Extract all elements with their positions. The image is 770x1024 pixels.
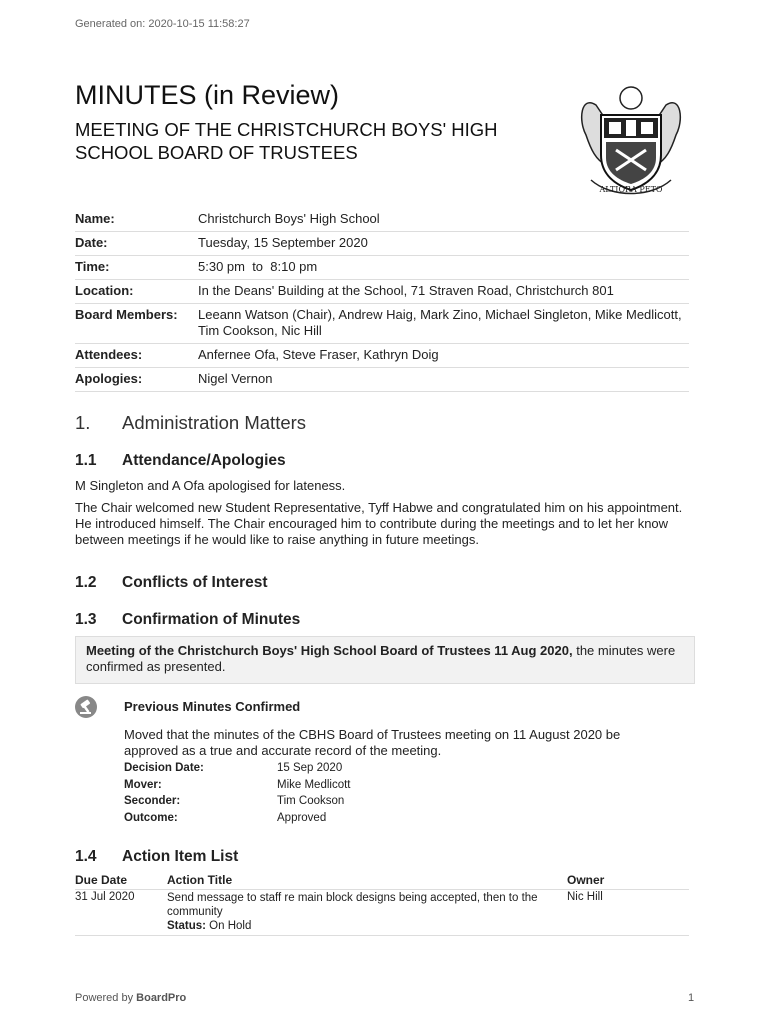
meta-row-attendees: Attendees: Anfernee Ofa, Steve Fraser, Kathryn Doig <box>75 344 689 368</box>
subsection-heading-attendance: 1.1 Attendance/Apologies <box>75 452 286 469</box>
school-crest-logo <box>576 80 686 198</box>
decision-details <box>124 762 351 828</box>
meta-row-board-members: Board Members: Leeann Watson (Chair), Andrew Haig, Mark Zino, Michael Singleton, Mike Medlicott, Tim Cookson, Nic Hill <box>75 304 689 344</box>
meeting-details-table <box>75 208 689 392</box>
action-items-header: Due Date Action Title Owner <box>75 873 689 890</box>
minutes-confirmed-box: Meeting of the Christchurch Boys' High School Board of Trustees 11 Aug 2020, the minutes were confirmed as presented. <box>75 636 695 684</box>
attendance-paragraph-2: The Chair welcomed new Student Representative, Tyff Habwe and congratulated him on his appointment. He introduced himself. The Chair encouraged him to contribute during the meetings and to let her know between meetings if he would like to raise anything in future meetings. <box>75 500 683 547</box>
decision-row-date: Decision Date: 15 Sep 2020 <box>124 762 343 774</box>
meta-row-apologies: Apologies: Nigel Vernon <box>75 368 689 392</box>
page-subtitle: MEETING OF THE CHRISTCHURCH BOYS' HIGH SCHOOL BOARD OF TRUSTEES <box>75 119 498 163</box>
decision-row-mover: Mover: Mike Medlicott <box>124 778 351 791</box>
footer-powered-by: Powered by BoardPro <box>75 992 187 1004</box>
attendance-paragraph-1: M Singleton and A Ofa apologised for lateness. <box>75 478 346 493</box>
meta-row-time: Time: 5:30 pm to 8:10 pm <box>75 256 689 280</box>
decision-row-outcome: Outcome: Approved <box>124 811 327 824</box>
decision-text: Moved that the minutes of the CBHS Board of Trustees meeting on 11 August 2020 be approved as a true and accurate record of the meeting. <box>124 727 621 758</box>
table-row: 31 Jul 2020 Send message to staff re main block designs being accepted, then to the community Status: On Hold Nic Hill <box>75 891 689 936</box>
generated-timestamp: Generated on: 2020-10-15 11:58:27 <box>75 18 250 30</box>
subsection-heading-action-items: 1.4 Action Item List <box>75 848 239 865</box>
page-title: MINUTES (in Review) <box>75 80 340 110</box>
svg-text:ALTIORA PETO: ALTIORA PETO <box>599 185 663 194</box>
subsection-heading-confirmation: 1.3 Confirmation of Minutes <box>75 611 301 628</box>
section-heading-administration: 1. Administration Matters <box>75 412 307 433</box>
page-number: 1 <box>688 992 695 1004</box>
gavel-icon <box>75 696 97 718</box>
decision-title: Previous Minutes Confirmed <box>124 699 301 714</box>
meta-row-location: Location: In the Deans' Building at the School, 71 Straven Road, Christchurch 801 <box>75 280 689 304</box>
meta-row-name: Name: Christchurch Boys' High School <box>75 208 689 232</box>
meta-row-date: Date: Tuesday, 15 September 2020 <box>75 232 689 256</box>
decision-row-seconder: Seconder: Tim Cookson <box>124 795 345 807</box>
subsection-heading-conflicts: 1.2 Conflicts of Interest <box>75 574 268 591</box>
